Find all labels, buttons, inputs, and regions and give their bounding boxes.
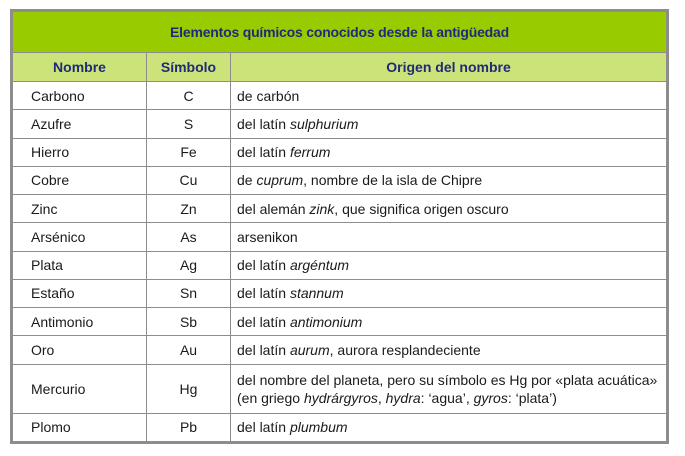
origin-term: cuprum — [256, 172, 304, 189]
element-symbol: As — [147, 223, 231, 251]
element-origin — [231, 166, 667, 194]
element-symbol: Ag — [147, 251, 231, 279]
origin-text: , aurora resplandeciente — [329, 341, 481, 358]
table-body — [13, 82, 667, 442]
origin-text: : ‘agua’, — [420, 389, 474, 406]
origin-text: : ‘plata’) — [507, 389, 557, 406]
element-name: Estaño — [13, 279, 147, 307]
origin-text: de — [237, 172, 257, 189]
origin-text: del latín — [237, 285, 290, 302]
origin-term: aurum — [289, 341, 330, 358]
element-symbol: C — [147, 82, 231, 110]
table-title-row — [13, 12, 667, 53]
origin-term: plumbum — [289, 419, 348, 436]
table-row — [13, 82, 667, 110]
table-row — [13, 413, 667, 441]
table-title: Elementos químicos conocidos desde la antigüedad — [13, 12, 667, 53]
element-origin — [231, 279, 667, 307]
element-origin — [231, 364, 667, 413]
table-row — [13, 336, 667, 364]
origin-text: del latín — [237, 144, 290, 161]
table-header-row — [13, 53, 667, 82]
element-name: Zinc — [13, 195, 147, 223]
element-name: Oro — [13, 336, 147, 364]
origin-term: zink — [309, 200, 335, 217]
element-origin — [231, 308, 667, 336]
element-name: Carbono — [13, 82, 147, 110]
table-row — [13, 223, 667, 251]
element-name: Arsénico — [13, 223, 147, 251]
element-name: Mercurio — [13, 364, 147, 413]
element-name: Plata — [13, 251, 147, 279]
origin-term: hydrárgyros — [303, 389, 378, 406]
origin-text: del latín — [237, 257, 290, 274]
origin-text: , — [377, 389, 386, 406]
element-symbol: Au — [147, 336, 231, 364]
origin-term: hydra — [385, 389, 421, 406]
table-row — [13, 138, 667, 166]
element-origin — [231, 110, 667, 138]
origin-text: del alemán — [237, 200, 310, 217]
origin-term: sulphurium — [289, 115, 359, 132]
column-header-name: Nombre — [13, 53, 147, 82]
origin-text: del nombre del planeta, pero su símbolo es Hg por «plata acuática» (en griego — [237, 371, 658, 406]
element-symbol: Sn — [147, 279, 231, 307]
origin-term: antimonium — [289, 313, 363, 330]
table-row — [13, 166, 667, 194]
origin-text: del latín — [237, 419, 290, 436]
element-origin — [231, 223, 667, 251]
table-row — [13, 110, 667, 138]
column-header-symbol: Símbolo — [147, 53, 231, 82]
origin-term: argéntum — [289, 257, 350, 274]
element-symbol: Fe — [147, 138, 231, 166]
element-name: Cobre — [13, 166, 147, 194]
origin-term: gyros — [473, 389, 508, 406]
column-header-origin: Origen del nombre — [231, 53, 667, 82]
element-symbol: S — [147, 110, 231, 138]
table-row — [13, 251, 667, 279]
element-name: Hierro — [13, 138, 147, 166]
origin-text: , nombre de la isla de Chipre — [303, 172, 483, 189]
element-origin — [231, 251, 667, 279]
element-origin — [231, 138, 667, 166]
element-origin — [231, 336, 667, 364]
elements-table — [12, 11, 667, 442]
origin-term: stannum — [289, 285, 344, 302]
table-row — [13, 308, 667, 336]
origin-text: arsenikon — [237, 228, 298, 245]
origin-term: ferrum — [289, 144, 331, 161]
element-origin — [231, 195, 667, 223]
table-row — [13, 279, 667, 307]
element-symbol: Hg — [147, 364, 231, 413]
element-symbol: Cu — [147, 166, 231, 194]
origin-text: del latín — [237, 313, 290, 330]
element-name: Antimonio — [13, 308, 147, 336]
element-symbol: Sb — [147, 308, 231, 336]
elements-table-frame — [10, 9, 669, 444]
origin-text: del latín — [237, 341, 290, 358]
element-symbol: Pb — [147, 413, 231, 441]
element-origin — [231, 413, 667, 441]
origin-text: , que significa origen oscuro — [334, 200, 509, 217]
origin-text: de carbón — [237, 87, 300, 104]
element-origin — [231, 82, 667, 110]
element-name: Plomo — [13, 413, 147, 441]
element-symbol: Zn — [147, 195, 231, 223]
origin-text: del latín — [237, 115, 290, 132]
element-name: Azufre — [13, 110, 147, 138]
table-row — [13, 195, 667, 223]
table-row — [13, 364, 667, 413]
